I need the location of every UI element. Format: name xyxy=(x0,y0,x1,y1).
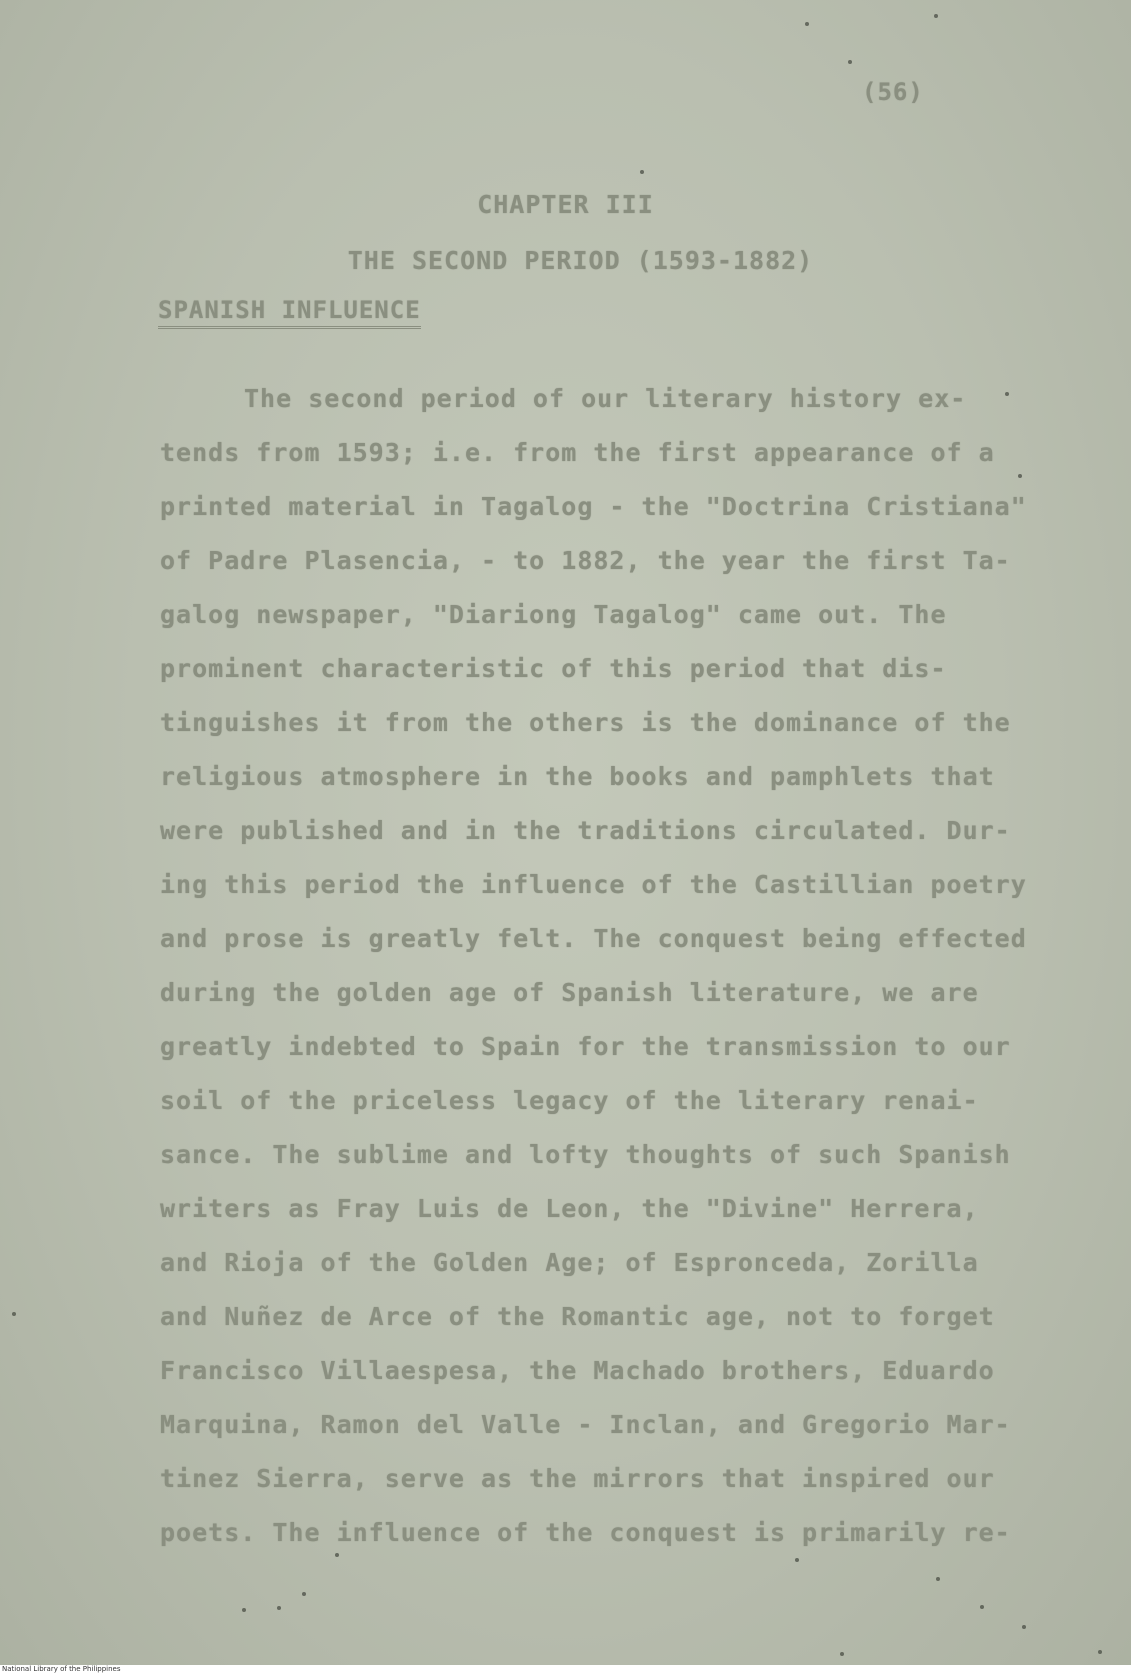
paragraph-line: of Padre Plasencia, - to 1882, the year the first Ta- xyxy=(160,546,1011,575)
paragraph-line: prominent characteristic of this period that dis- xyxy=(160,654,947,683)
paragraph-line: ing this period the influence of the Castillian poetry xyxy=(160,870,1027,899)
dust-speck xyxy=(335,1553,339,1557)
paragraph-line: galog newspaper, "Diariong Tagalog" came out. The xyxy=(160,600,947,629)
paragraph-line: The second period of our literary history ex- xyxy=(244,384,967,413)
dust-speck xyxy=(1018,474,1022,478)
paragraph-line: sance. The sublime and lofty thoughts of such Spanish xyxy=(160,1140,1011,1169)
paragraph-line: Francisco Villaespesa, the Machado brothers, Eduardo xyxy=(160,1356,995,1385)
dust-speck xyxy=(1005,392,1009,396)
section-heading: SPANISH INFLUENCE xyxy=(158,296,421,329)
dust-speck xyxy=(795,1558,799,1562)
dust-speck xyxy=(980,1605,984,1609)
paragraph-line: and Rioja of the Golden Age; of Espronceda, Zorilla xyxy=(160,1248,979,1277)
page-number: (56) xyxy=(862,78,924,106)
body-paragraph xyxy=(160,372,1040,1560)
paragraph-line: printed material in Tagalog - the "Doctrina Cristiana" xyxy=(160,492,1027,521)
dust-speck xyxy=(936,1577,940,1581)
dust-speck xyxy=(302,1592,306,1596)
paragraph-line: greatly indebted to Spain for the transmission to our xyxy=(160,1032,1011,1061)
paragraph-line: soil of the priceless legacy of the literary renai- xyxy=(160,1086,979,1115)
dust-speck xyxy=(934,14,938,18)
chapter-subtitle: THE SECOND PERIOD (1593-1882) xyxy=(347,246,814,275)
paragraph-line: and Nuñez de Arce of the Romantic age, not to forget xyxy=(160,1302,995,1331)
footer-credit: National Library of the Philippines xyxy=(0,1665,1131,1673)
dust-speck xyxy=(840,1652,844,1656)
dust-speck xyxy=(640,170,644,174)
paragraph-line: tinez Sierra, serve as the mirrors that inspired our xyxy=(160,1464,995,1493)
paragraph-line: Marquina, Ramon del Valle - Inclan, and Gregorio Mar- xyxy=(160,1410,1011,1439)
dust-speck xyxy=(277,1606,281,1610)
paragraph-line: and prose is greatly felt. The conquest being effected xyxy=(160,924,1027,953)
dust-speck xyxy=(242,1608,246,1612)
paragraph-line: were published and in the traditions circulated. Dur- xyxy=(160,816,1011,845)
paragraph-line: during the golden age of Spanish literature, we are xyxy=(160,978,979,1007)
dust-speck xyxy=(1022,1625,1026,1629)
dust-speck xyxy=(848,60,852,64)
paragraph-line: religious atmosphere in the books and pamphlets that xyxy=(160,762,995,791)
chapter-title: CHAPTER III xyxy=(477,190,654,219)
paragraph-line: poets. The influence of the conquest is primarily re- xyxy=(160,1518,1011,1547)
dust-speck xyxy=(805,22,809,26)
paragraph-line: tinguishes it from the others is the dominance of the xyxy=(160,708,1011,737)
paragraph-line: tends from 1593; i.e. from the first appearance of a xyxy=(160,438,995,467)
paragraph-line: writers as Fray Luis de Leon, the "Divine" Herrera, xyxy=(160,1194,979,1223)
dust-speck xyxy=(1098,1650,1102,1654)
dust-speck xyxy=(12,1312,16,1316)
